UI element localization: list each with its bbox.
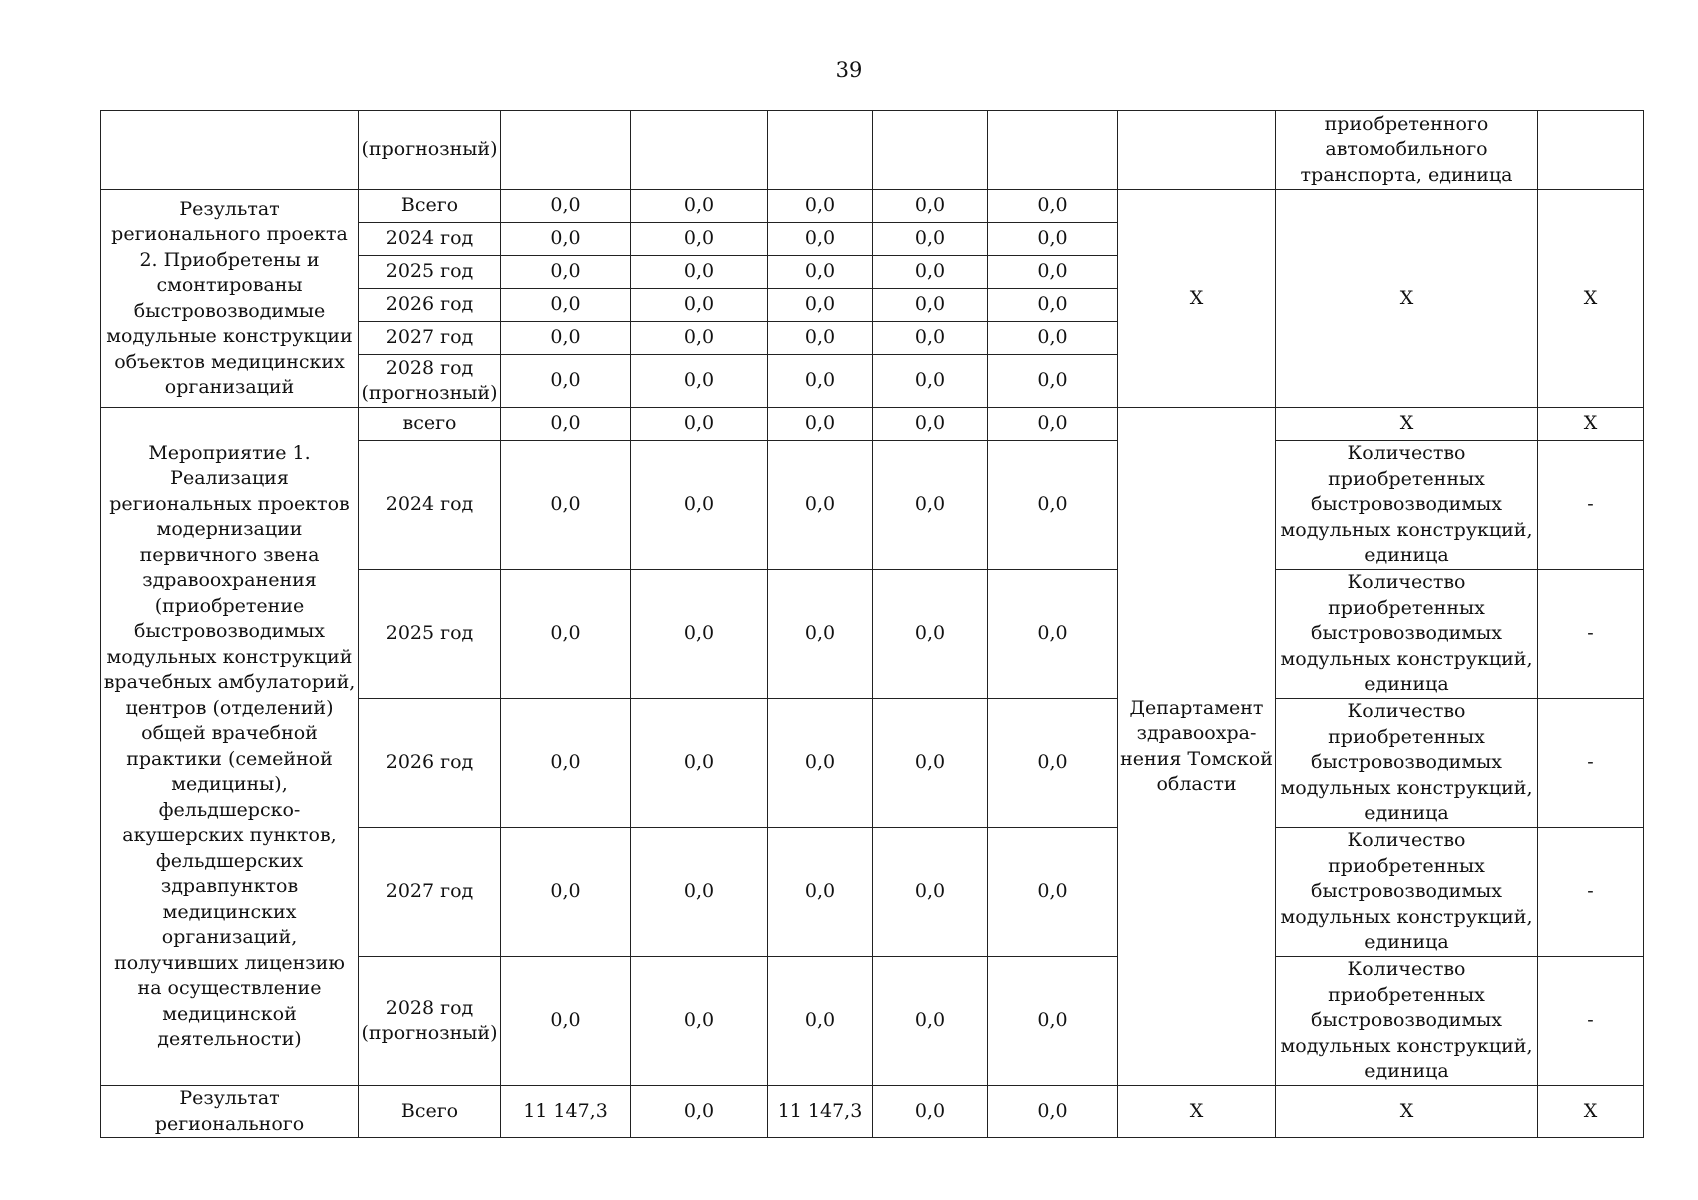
measure1-name: Мероприятие 1. Реализация региональных проектов модернизации первичного звена здравоохранения (приобретение быстровозводимых модульных конструкций врачебных амбулаторий, центров (отделений) общей врачебной практики (семейной медицины), фельдшерско-акушерских пунктов, фельдшерских здравпунктов медицинских организаций, получивших лицензию на осуществление медицинской деятельности) bbox=[101, 408, 359, 1086]
cell-value: 0,0 bbox=[873, 828, 988, 957]
cell-value: 0,0 bbox=[631, 828, 768, 957]
result2-indicator: Х bbox=[1276, 190, 1538, 408]
cell-indicator: Количество приобретенных быстровозводимых модульных конструкций, единица bbox=[1276, 570, 1538, 699]
cell-period: 2026 год bbox=[359, 289, 501, 322]
cell-indicator: Количество приобретенных быстровозводимых модульных конструкций, единица bbox=[1276, 957, 1538, 1086]
cell-value: 0,0 bbox=[873, 190, 988, 223]
cell-value: 0,0 bbox=[768, 322, 873, 355]
cell-period: 2028 год (прогнозный) bbox=[359, 355, 501, 408]
cell-value: 0,0 bbox=[631, 570, 768, 699]
cell-period: 2024 год bbox=[359, 441, 501, 570]
cell-value: 0,0 bbox=[988, 223, 1118, 256]
cell-value: 0,0 bbox=[501, 570, 631, 699]
cell-indicator-value: - bbox=[1538, 570, 1644, 699]
cell-value: 0,0 bbox=[501, 408, 631, 441]
cell-value: 0,0 bbox=[768, 570, 873, 699]
cell-value: 0,0 bbox=[631, 441, 768, 570]
cell-indicator-value: - bbox=[1538, 957, 1644, 1086]
cell-indicator-value: - bbox=[1538, 699, 1644, 828]
cell-value: 0,0 bbox=[988, 441, 1118, 570]
cell-name bbox=[101, 111, 359, 190]
cell-value: 0,0 bbox=[768, 828, 873, 957]
cell-value: 0,0 bbox=[501, 256, 631, 289]
table-row bbox=[101, 1086, 1644, 1138]
cell-period: Всего bbox=[359, 1086, 501, 1138]
cell-value: 0,0 bbox=[768, 223, 873, 256]
cell-period: 2024 год bbox=[359, 223, 501, 256]
cell-value bbox=[768, 111, 873, 190]
table-row bbox=[101, 408, 1644, 441]
cell-period: 2025 год bbox=[359, 256, 501, 289]
cell-value: 0,0 bbox=[631, 408, 768, 441]
cell-value: 0,0 bbox=[631, 322, 768, 355]
cell-value: 0,0 bbox=[988, 289, 1118, 322]
cell-value: 0,0 bbox=[501, 322, 631, 355]
cell-value: 0,0 bbox=[631, 223, 768, 256]
cell-indicator: приобретенного автомобильного транспорта, единица bbox=[1276, 111, 1538, 190]
budget-table bbox=[100, 110, 1644, 1138]
cell-value bbox=[873, 111, 988, 190]
result2-executor: Х bbox=[1118, 190, 1276, 408]
cell-value: 0,0 bbox=[768, 190, 873, 223]
cell-value: 0,0 bbox=[988, 828, 1118, 957]
cell-value: 0,0 bbox=[501, 828, 631, 957]
cell-value: 0,0 bbox=[501, 355, 631, 408]
cell-value: 0,0 bbox=[501, 699, 631, 828]
cell-value bbox=[501, 111, 631, 190]
cell-value: 0,0 bbox=[768, 699, 873, 828]
table-row bbox=[101, 190, 1644, 223]
cell-value: 0,0 bbox=[768, 957, 873, 1086]
cell-value: 0,0 bbox=[988, 699, 1118, 828]
cell-value: 0,0 bbox=[768, 441, 873, 570]
cell-value: 0,0 bbox=[768, 355, 873, 408]
cell-value: 0,0 bbox=[768, 289, 873, 322]
cell-value: 0,0 bbox=[873, 223, 988, 256]
cell-value: 0,0 bbox=[873, 441, 988, 570]
cell-value: 0,0 bbox=[768, 408, 873, 441]
page-number: 39 bbox=[835, 58, 863, 82]
cell-period: Всего bbox=[359, 190, 501, 223]
measure1-executor: Департамент здравоохра-нения Томской области bbox=[1118, 408, 1276, 1086]
cell-value: 0,0 bbox=[501, 957, 631, 1086]
cell-indicator-value: Х bbox=[1538, 1086, 1644, 1138]
cell-period: 2027 год bbox=[359, 828, 501, 957]
cell-value: 0,0 bbox=[501, 441, 631, 570]
cell-value: 0,0 bbox=[988, 355, 1118, 408]
cell-value: 11 147,3 bbox=[768, 1086, 873, 1138]
cell-value: 0,0 bbox=[988, 322, 1118, 355]
cell-value: 0,0 bbox=[873, 699, 988, 828]
cell-value: 0,0 bbox=[631, 355, 768, 408]
cell-indicator: Количество приобретенных быстровозводимых модульных конструкций, единица bbox=[1276, 828, 1538, 957]
table-row bbox=[101, 111, 1644, 190]
cell-value bbox=[988, 111, 1118, 190]
cell-period: 2028 год (прогнозный) bbox=[359, 957, 501, 1086]
cell-value: 0,0 bbox=[873, 408, 988, 441]
result2-indicator-value: Х bbox=[1538, 190, 1644, 408]
cell-value: 0,0 bbox=[873, 256, 988, 289]
cell-value: 0,0 bbox=[501, 223, 631, 256]
cell-value: 0,0 bbox=[873, 355, 988, 408]
last-row-name: Результат регионального bbox=[101, 1086, 359, 1138]
cell-value: 0,0 bbox=[631, 1086, 768, 1138]
cell-value bbox=[631, 111, 768, 190]
cell-value: 0,0 bbox=[631, 190, 768, 223]
cell-value: 0,0 bbox=[988, 570, 1118, 699]
cell-value: 0,0 bbox=[988, 408, 1118, 441]
cell-period: 2026 год bbox=[359, 699, 501, 828]
cell-indicator-value: - bbox=[1538, 828, 1644, 957]
cell-value: 0,0 bbox=[631, 699, 768, 828]
cell-value: 0,0 bbox=[988, 1086, 1118, 1138]
cell-value: 0,0 bbox=[631, 256, 768, 289]
cell-indicator-value: - bbox=[1538, 441, 1644, 570]
result2-name: Результат регионального проекта 2. Приобретены и смонтированы быстровозводимые модульные конструкции объектов медицинских организаций bbox=[101, 190, 359, 408]
cell-value: 0,0 bbox=[873, 1086, 988, 1138]
cell-executor: Х bbox=[1118, 1086, 1276, 1138]
cell-value: 0,0 bbox=[988, 256, 1118, 289]
cell-period: (прогнозный) bbox=[359, 111, 501, 190]
cell-indicator: Количество приобретенных быстровозводимых модульных конструкций, единица bbox=[1276, 699, 1538, 828]
cell-value: 11 147,3 bbox=[501, 1086, 631, 1138]
cell-value: 0,0 bbox=[988, 190, 1118, 223]
cell-value: 0,0 bbox=[988, 957, 1118, 1086]
cell-value: 0,0 bbox=[873, 289, 988, 322]
cell-value: 0,0 bbox=[501, 289, 631, 322]
cell-period: всего bbox=[359, 408, 501, 441]
cell-indicator: Х bbox=[1276, 408, 1538, 441]
cell-executor bbox=[1118, 111, 1276, 190]
cell-value: 0,0 bbox=[631, 957, 768, 1086]
cell-indicator: Количество приобретенных быстровозводимых модульных конструкций, единица bbox=[1276, 441, 1538, 570]
cell-value: 0,0 bbox=[768, 256, 873, 289]
cell-period: 2025 год bbox=[359, 570, 501, 699]
cell-value: 0,0 bbox=[873, 570, 988, 699]
cell-value: 0,0 bbox=[631, 289, 768, 322]
cell-value: 0,0 bbox=[873, 957, 988, 1086]
cell-indicator: Х bbox=[1276, 1086, 1538, 1138]
cell-indicator-value: Х bbox=[1538, 408, 1644, 441]
cell-value: 0,0 bbox=[873, 322, 988, 355]
cell-indicator-value bbox=[1538, 111, 1644, 190]
cell-period: 2027 год bbox=[359, 322, 501, 355]
cell-value: 0,0 bbox=[501, 190, 631, 223]
